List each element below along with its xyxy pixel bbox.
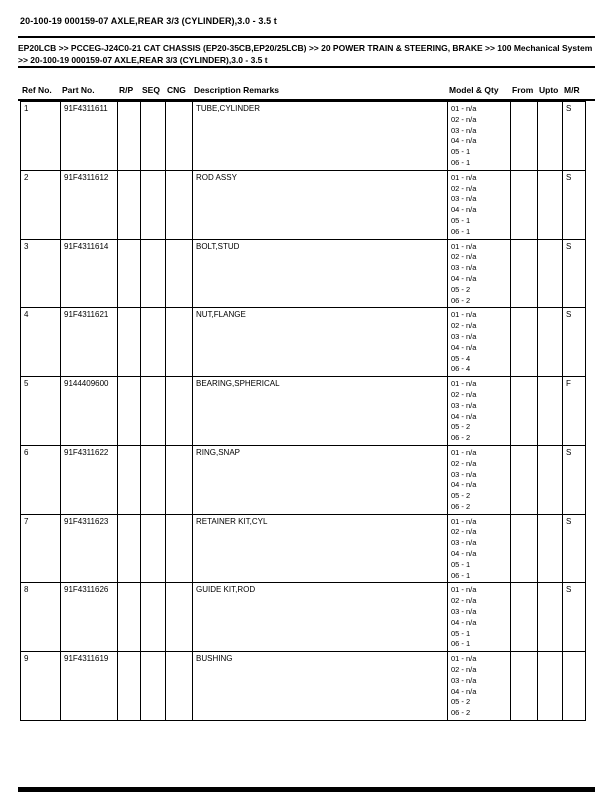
from-cell (511, 102, 538, 171)
cng-cell (166, 102, 193, 171)
upto-cell (538, 445, 563, 514)
mr-cell: F (563, 377, 586, 446)
model-qty-line: 04 - n/a (451, 205, 477, 215)
rp-cell (118, 652, 141, 721)
seq-cell (141, 445, 166, 514)
seq-cell (141, 652, 166, 721)
model-qty-line: 04 - n/a (451, 342, 477, 352)
breadcrumb: EP20LCB >> PCCEG-J24C0-21 CAT CHASSIS (EP20-35CB,EP20/25LCB) >> 20 POWER TRAIN & STEERING, BRAKE >> 100 Mechanical System >> 20-100-19 000159-07 AXLE,REAR 3/3 (CYLINDER),3.0 - 3.5 t (18, 43, 593, 65)
model-qty-line: 02 - n/a (451, 389, 477, 399)
column-header-model-qty: Model & Qty (449, 85, 499, 95)
mr-cell: S (563, 239, 586, 308)
mr-cell: S (563, 308, 586, 377)
seq-cell (141, 308, 166, 377)
description-cell: BEARING,SPHERICAL (193, 377, 448, 446)
model-qty-line: 02 - n/a (451, 458, 477, 468)
table-row (21, 308, 586, 377)
model-qty-line: 01 - n/a (451, 310, 477, 320)
rp-cell (118, 170, 141, 239)
parts-table (20, 101, 586, 721)
model-qty-line: 04 - n/a (451, 686, 477, 696)
mr-cell: S (563, 170, 586, 239)
model-qty-line: 05 - 1 (451, 628, 471, 638)
rp-cell (118, 514, 141, 583)
cng-cell (166, 583, 193, 652)
from-cell (511, 308, 538, 377)
model-qty-cell (448, 170, 511, 239)
model-qty-line: 01 - n/a (451, 585, 477, 595)
model-qty-line: 06 - 1 (451, 570, 471, 580)
part-no-cell: 91F4311614 (61, 239, 118, 308)
model-qty-line: 05 - 2 (451, 422, 471, 432)
table-row (21, 239, 586, 308)
seq-cell (141, 583, 166, 652)
upto-cell (538, 652, 563, 721)
seq-cell (141, 239, 166, 308)
part-no-cell: 91F4311611 (61, 102, 118, 171)
description-cell: ROD ASSY (193, 170, 448, 239)
page-title: 20-100-19 000159-07 AXLE,REAR 3/3 (CYLINDER),3.0 - 3.5 t (20, 16, 277, 26)
upto-cell (538, 102, 563, 171)
from-cell (511, 652, 538, 721)
from-cell (511, 583, 538, 652)
part-no-cell: 9144409600 (61, 377, 118, 446)
description-cell: TUBE,CYLINDER (193, 102, 448, 171)
seq-cell (141, 514, 166, 583)
model-qty-line: 06 - 1 (451, 157, 471, 167)
column-header-upto: Upto (539, 85, 559, 95)
from-cell (511, 377, 538, 446)
ref-no-cell: 7 (21, 514, 61, 583)
description-cell: GUIDE KIT,ROD (193, 583, 448, 652)
rp-cell (118, 445, 141, 514)
part-no-cell: 91F4311619 (61, 652, 118, 721)
upto-cell (538, 514, 563, 583)
from-cell (511, 514, 538, 583)
model-qty-line: 05 - 2 (451, 697, 471, 707)
column-header-cng: CNG (167, 85, 186, 95)
model-qty-line: 05 - 1 (451, 559, 471, 569)
model-qty-line: 02 - n/a (451, 183, 477, 193)
model-qty-cell (448, 583, 511, 652)
model-qty-line: 03 - n/a (451, 125, 477, 135)
model-qty-line: 06 - 1 (451, 639, 471, 649)
model-qty-line: 06 - 1 (451, 226, 471, 236)
breadcrumb-divider (18, 66, 595, 68)
model-qty-line: 04 - n/a (451, 136, 477, 146)
mr-cell: S (563, 102, 586, 171)
model-qty-line: 03 - n/a (451, 607, 477, 617)
column-header-part-no: Part No. (62, 85, 95, 95)
cng-cell (166, 308, 193, 377)
seq-cell (141, 102, 166, 171)
model-qty-cell (448, 514, 511, 583)
model-qty-cell (448, 652, 511, 721)
ref-no-cell: 4 (21, 308, 61, 377)
model-qty-line: 06 - 2 (451, 708, 471, 718)
column-header-rp: R/P (119, 85, 134, 95)
title-divider (18, 36, 595, 38)
rp-cell (118, 377, 141, 446)
model-qty-line: 01 - n/a (451, 172, 477, 182)
model-qty-line: 03 - n/a (451, 675, 477, 685)
ref-no-cell: 2 (21, 170, 61, 239)
table-row (21, 514, 586, 583)
seq-cell (141, 377, 166, 446)
rp-cell (118, 102, 141, 171)
part-no-cell: 91F4311621 (61, 308, 118, 377)
model-qty-line: 06 - 2 (451, 295, 471, 305)
cng-cell (166, 239, 193, 308)
model-qty-line: 04 - n/a (451, 411, 477, 421)
cng-cell (166, 170, 193, 239)
model-qty-line: 01 - n/a (451, 241, 477, 251)
from-cell (511, 239, 538, 308)
model-qty-line: 01 - n/a (451, 516, 477, 526)
model-qty-line: 05 - 2 (451, 491, 471, 501)
model-qty-line: 03 - n/a (451, 400, 477, 410)
description-cell: BUSHING (193, 652, 448, 721)
ref-no-cell: 8 (21, 583, 61, 652)
model-qty-line: 02 - n/a (451, 114, 477, 124)
model-qty-line: 05 - 4 (451, 353, 471, 363)
part-no-cell: 91F4311623 (61, 514, 118, 583)
model-qty-line: 03 - n/a (451, 469, 477, 479)
model-qty-line: 02 - n/a (451, 665, 477, 675)
ref-no-cell: 1 (21, 102, 61, 171)
model-qty-line: 01 - n/a (451, 104, 477, 113)
description-cell: RING,SNAP (193, 445, 448, 514)
model-qty-line: 01 - n/a (451, 447, 477, 457)
model-qty-line: 04 - n/a (451, 480, 477, 490)
model-qty-line: 04 - n/a (451, 273, 477, 283)
model-qty-line: 03 - n/a (451, 263, 477, 273)
model-qty-cell (448, 445, 511, 514)
model-qty-line: 04 - n/a (451, 549, 477, 559)
ref-no-cell: 3 (21, 239, 61, 308)
cng-cell (166, 514, 193, 583)
table-row (21, 583, 586, 652)
ref-no-cell: 5 (21, 377, 61, 446)
model-qty-line: 02 - n/a (451, 527, 477, 537)
mr-cell (563, 652, 586, 721)
model-qty-cell (448, 239, 511, 308)
seq-cell (141, 170, 166, 239)
model-qty-line: 03 - n/a (451, 331, 477, 341)
cng-cell (166, 445, 193, 514)
model-qty-line: 01 - n/a (451, 379, 477, 389)
model-qty-cell (448, 308, 511, 377)
from-cell (511, 445, 538, 514)
table-row (21, 170, 586, 239)
part-no-cell: 91F4311626 (61, 583, 118, 652)
model-qty-line: 01 - n/a (451, 654, 477, 664)
table-row (21, 102, 586, 171)
column-header-seq: SEQ (142, 85, 160, 95)
mr-cell: S (563, 583, 586, 652)
upto-cell (538, 170, 563, 239)
description-cell: BOLT,STUD (193, 239, 448, 308)
model-qty-line: 02 - n/a (451, 321, 477, 331)
cng-cell (166, 377, 193, 446)
upto-cell (538, 239, 563, 308)
model-qty-line: 03 - n/a (451, 538, 477, 548)
model-qty-cell (448, 377, 511, 446)
from-cell (511, 170, 538, 239)
mr-cell: S (563, 514, 586, 583)
column-header-mr: M/R (564, 85, 580, 95)
mr-cell: S (563, 445, 586, 514)
ref-no-cell: 9 (21, 652, 61, 721)
model-qty-line: 06 - 2 (451, 433, 471, 443)
table-header-row (20, 85, 585, 95)
upto-cell (538, 583, 563, 652)
model-qty-line: 05 - 1 (451, 215, 471, 225)
column-header-ref-no: Ref No. (22, 85, 52, 95)
page-bottom-bar (18, 787, 595, 792)
part-no-cell: 91F4311622 (61, 445, 118, 514)
ref-no-cell: 6 (21, 445, 61, 514)
upto-cell (538, 377, 563, 446)
model-qty-line: 04 - n/a (451, 617, 477, 627)
column-header-description: Description Remarks (194, 85, 280, 95)
model-qty-line: 05 - 1 (451, 147, 471, 157)
description-cell: RETAINER KIT,CYL (193, 514, 448, 583)
model-qty-line: 02 - n/a (451, 596, 477, 606)
rp-cell (118, 583, 141, 652)
description-cell: NUT,FLANGE (193, 308, 448, 377)
cng-cell (166, 652, 193, 721)
model-qty-line: 06 - 2 (451, 501, 471, 511)
model-qty-line: 03 - n/a (451, 194, 477, 204)
table-row (21, 377, 586, 446)
model-qty-line: 02 - n/a (451, 252, 477, 262)
table-row (21, 445, 586, 514)
rp-cell (118, 308, 141, 377)
parts-table-body (21, 102, 586, 721)
column-header-from: From (512, 85, 534, 95)
table-row (21, 652, 586, 721)
rp-cell (118, 239, 141, 308)
model-qty-cell (448, 102, 511, 171)
part-no-cell: 91F4311612 (61, 170, 118, 239)
upto-cell (538, 308, 563, 377)
model-qty-line: 06 - 4 (451, 364, 471, 374)
model-qty-line: 05 - 2 (451, 284, 471, 294)
